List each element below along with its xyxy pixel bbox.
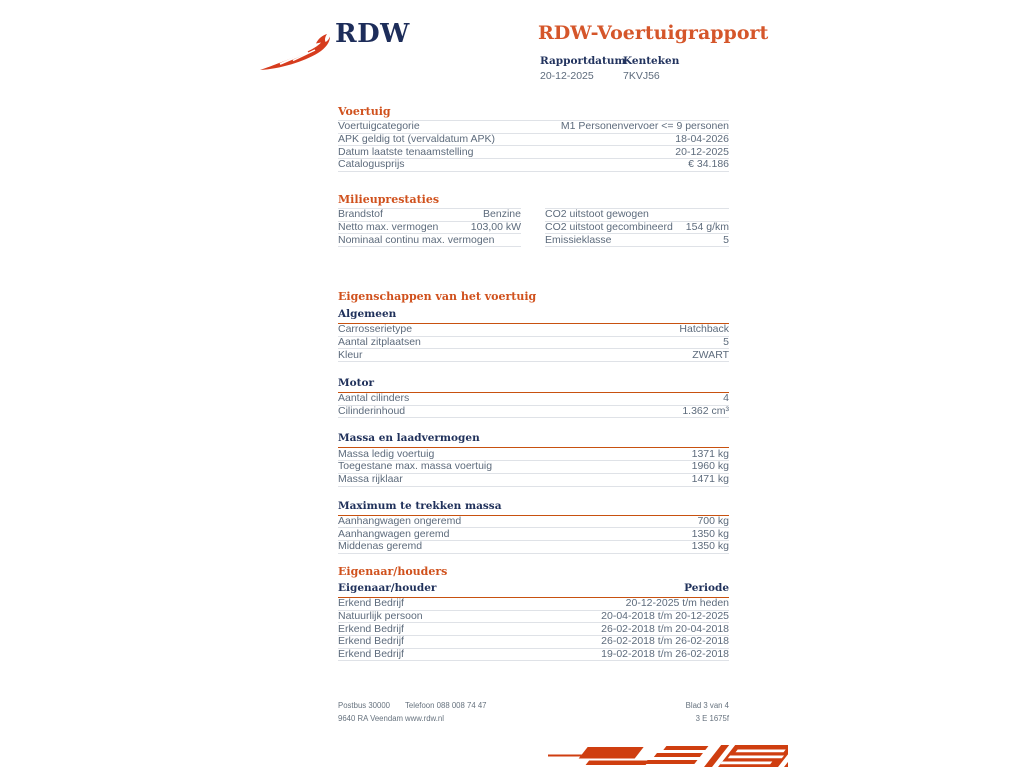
footer-phone: Telefoon 088 008 74 47 (405, 701, 487, 710)
row-label: Kleur (338, 348, 363, 361)
row-label: APK geldig tot (vervaldatum APK) (338, 133, 495, 146)
section-title: Eigenaar/houders (338, 565, 448, 578)
owner-rows (338, 598, 729, 661)
row-value: 4 (723, 392, 729, 405)
footer-address-line2: 9640 RA Veendam (338, 714, 404, 723)
speed-stripes-graphic-icon (548, 744, 788, 768)
row-value: 1.362 cm³ (682, 405, 729, 418)
voertuig-rows (338, 120, 729, 172)
section-title: Eigenschappen van het voertuig (338, 290, 537, 303)
row-value: 1471 kg (691, 473, 729, 486)
row-value: 103,00 kW (470, 221, 521, 234)
row-label: Carrosserietype (338, 323, 413, 336)
table-row (338, 337, 729, 350)
owner-type: Erkend Bedrijf (338, 597, 404, 610)
row-value: 700 kg (697, 514, 729, 527)
owner-period: 20-04-2018 t/m 20-12-2025 (601, 610, 729, 623)
row-label: CO2 uitstoot gecombineerd (545, 221, 673, 234)
row-label: Massa rijklaar (338, 473, 403, 486)
owner-type: Erkend Bedrijf (338, 648, 404, 661)
milieu-left-column (338, 208, 521, 247)
row-label: Brandstof (338, 208, 383, 221)
owner-period: 26-02-2018 t/m 20-04-2018 (601, 622, 729, 635)
table-row (338, 623, 729, 636)
row-label: Toegestane max. massa voertuig (338, 460, 493, 473)
table-row (545, 222, 729, 235)
table-row (545, 234, 729, 247)
table-row (338, 134, 729, 147)
table-row (338, 461, 729, 474)
footer-address (338, 701, 403, 727)
row-label: Massa ledig voertuig (338, 447, 435, 460)
row-value: 1960 kg (691, 460, 729, 473)
subsection-title-trekken: Maximum te trekken massa (338, 499, 729, 516)
table-row (338, 636, 729, 649)
milieu-columns (338, 208, 729, 247)
row-value: € 34.186 (688, 158, 729, 171)
section-title: Voertuig (338, 105, 391, 118)
table-row (338, 393, 729, 406)
table-row (338, 121, 729, 134)
table-row (338, 146, 729, 159)
massa-rows (338, 448, 729, 486)
row-label: Cilinderinhoud (338, 405, 406, 418)
row-value: 18-04-2026 (675, 133, 729, 146)
report-date-block (540, 55, 626, 82)
row-label: CO2 uitstoot gewogen (545, 208, 649, 221)
table-row (338, 406, 729, 419)
table-row (338, 649, 729, 662)
row-label: Nominaal continu max. vermogen (338, 233, 495, 246)
row-value: 1350 kg (691, 527, 729, 540)
table-row (338, 159, 729, 172)
row-value: 1371 kg (691, 447, 729, 460)
report-date-label: Rapportdatum (540, 55, 626, 67)
table-row (338, 209, 521, 222)
row-value: 20-12-2025 (675, 145, 729, 158)
license-plate-block (623, 55, 679, 82)
table-row (545, 209, 729, 222)
row-label: Middenas geremd (338, 540, 423, 553)
table-row (338, 234, 521, 247)
table-row (338, 448, 729, 461)
table-row (338, 222, 521, 235)
section-voertuig (338, 106, 729, 172)
owner-type: Erkend Bedrijf (338, 635, 404, 648)
row-label: Aantal cilinders (338, 392, 410, 405)
row-label: Aanhangwagen geremd (338, 527, 450, 540)
footer-page-number: Blad 3 van 4 (685, 701, 729, 710)
owner-table-header (338, 581, 729, 598)
rdw-logo-text: RDW (335, 19, 410, 49)
page-title: RDW-Voertuigrapport (538, 22, 769, 44)
subsection-title-motor: Motor (338, 376, 729, 393)
motor-rows (338, 393, 729, 418)
table-row (338, 598, 729, 611)
owner-period: 26-02-2018 t/m 26-02-2018 (601, 635, 729, 648)
row-label: Aantal zitplaatsen (338, 336, 421, 349)
subsection-title-massa: Massa en laadvermogen (338, 431, 729, 448)
owner-type: Erkend Bedrijf (338, 622, 404, 635)
table-row (338, 611, 729, 624)
owner-period: 20-12-2025 t/m heden (625, 597, 729, 610)
row-value: 1350 kg (691, 540, 729, 553)
row-value: 5 (723, 233, 729, 246)
milieu-right-column (545, 208, 729, 247)
footer-contact (405, 701, 487, 727)
footer-website: www.rdw.nl (405, 714, 444, 723)
table-row (338, 528, 729, 541)
subsection-title-algemeen: Algemeen (338, 307, 729, 324)
report-date-value: 20-12-2025 (540, 70, 594, 82)
row-value: 5 (723, 336, 729, 349)
license-plate-value: 7KVJ56 (623, 70, 660, 82)
row-label: Aanhangwagen ongeremd (338, 514, 462, 527)
owner-period: 19-02-2018 t/m 26-02-2018 (601, 648, 729, 661)
row-value: M1 Personenvervoer <= 9 personen (560, 120, 729, 133)
table-row (338, 541, 729, 554)
row-label: Catalogusprijs (338, 158, 405, 171)
row-value: 154 g/km (685, 221, 729, 234)
row-value: ZWART (692, 348, 729, 361)
row-value: Hatchback (679, 323, 729, 336)
footer-page-info (686, 701, 729, 727)
period-column-header: Periode (684, 582, 729, 594)
row-value: Benzine (483, 208, 521, 221)
row-label: Datum laatste tenaamstelling (338, 145, 474, 158)
section-eigenaren (338, 566, 729, 661)
owner-type: Natuurlijk persoon (338, 610, 423, 623)
table-row (338, 516, 729, 529)
table-row (338, 474, 729, 487)
section-eigenschappen (338, 291, 729, 554)
row-label: Netto max. vermogen (338, 221, 439, 234)
footer-form-code: 3 E 1675f (695, 714, 729, 723)
algemeen-rows (338, 324, 729, 362)
footer-address-line1: Postbus 30000 (338, 701, 391, 710)
row-label: Emissieklasse (545, 233, 612, 246)
rdw-bird-logo-icon (260, 29, 332, 73)
table-row (338, 349, 729, 362)
license-plate-label: Kenteken (623, 55, 680, 67)
table-row (338, 324, 729, 337)
trekken-rows (338, 516, 729, 554)
row-label: Voertuigcategorie (338, 120, 420, 133)
owner-column-header: Eigenaar/houder (338, 582, 437, 594)
section-milieuprestaties (338, 194, 729, 247)
section-title: Milieuprestaties (338, 193, 440, 206)
